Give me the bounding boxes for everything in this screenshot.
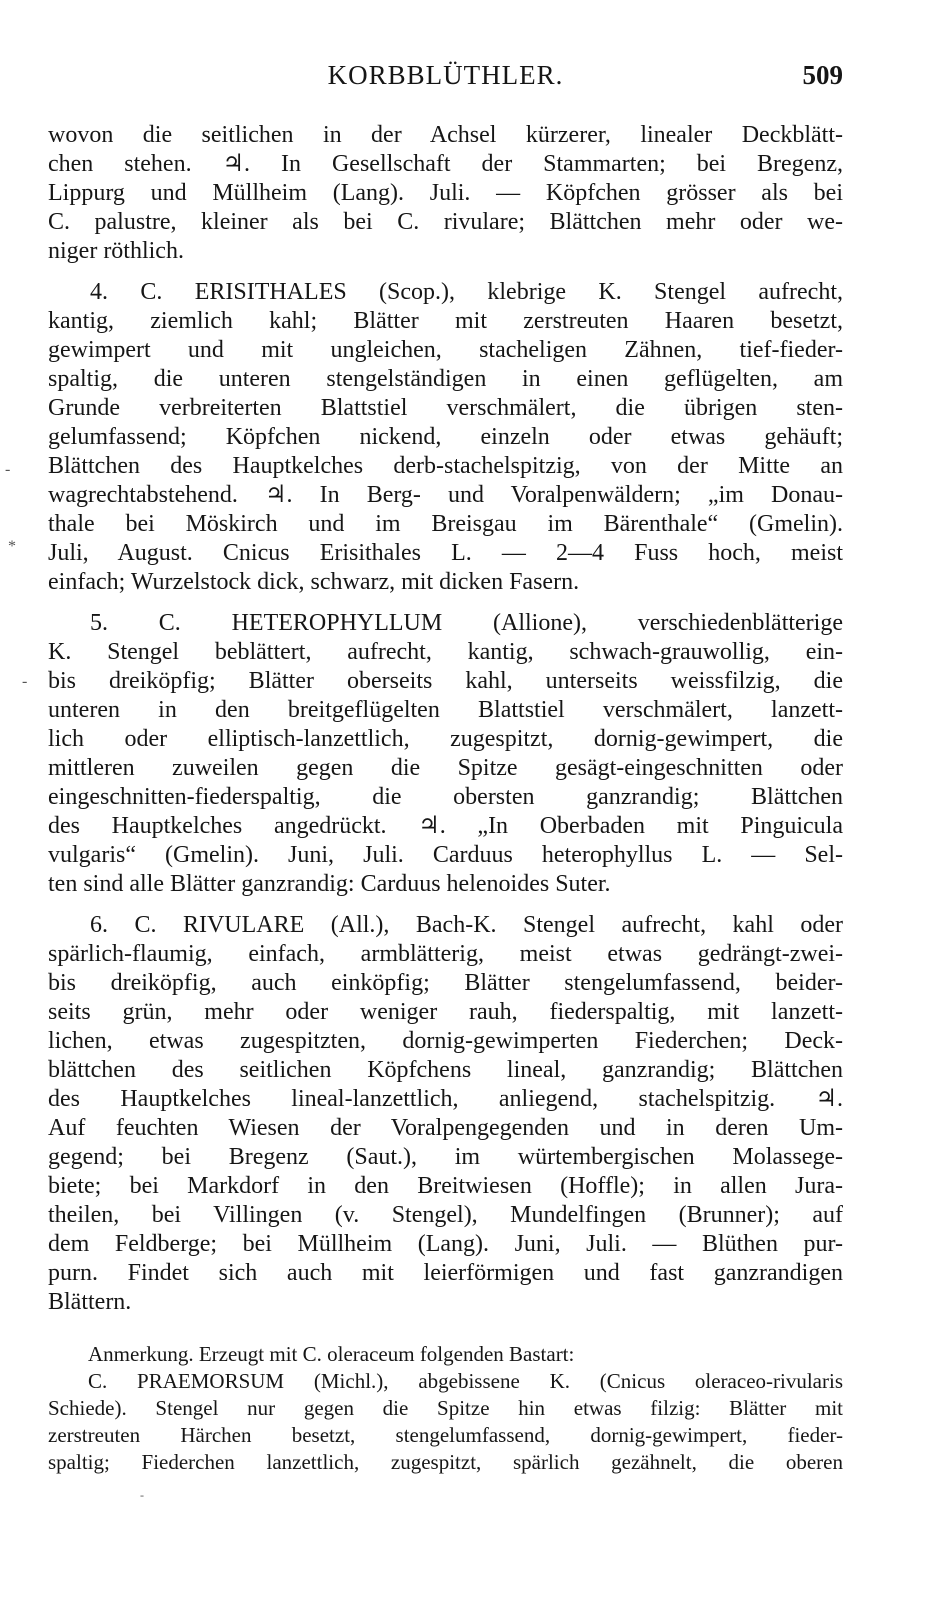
note-line: Schiede). Stengel nur gegen die Spitze hin etwas filzig: Blätter mit (48, 1396, 843, 1420)
text-line: Blättern. (48, 1289, 132, 1315)
margin-mark: - (5, 461, 11, 478)
main-text (48, 121, 843, 1476)
text-line: thale bei Möskirch und im Breisgau im Bärenthale“ (Gmelin). (48, 511, 843, 537)
text-line: gegend; bei Bregenz (Saut.), im würtembergischen Molassege- (48, 1144, 843, 1170)
text-line: Blättchen des Hauptkelches derb-stachelspitzig, von der Mitte an (48, 453, 843, 479)
note-line: C. PRAEMORSUM (Michl.), abgebissene K. (Cnicus oleraceo-rivularis (88, 1369, 843, 1393)
text-line: chen stehen. ♃. In Gesellschaft der Stammarten; bei Bregenz, (48, 151, 843, 177)
note-line: spaltig; Fiederchen lanzettlich, zugespitzt, spärlich gezähnelt, die oberen (48, 1450, 843, 1474)
text-line: K. Stengel beblättert, aufrecht, kantig, schwach-grauwollig, ein- (48, 639, 843, 665)
text-line: C. palustre, kleiner als bei C. rivulare; Blättchen mehr oder we- (48, 209, 843, 235)
text-line: blättchen des seitlichen Köpfchens lineal, ganzrandig; Blättchen (48, 1057, 843, 1083)
running-header (48, 60, 843, 100)
text-line: theilen, bei Villingen (v. Stengel), Mundelfingen (Brunner); auf (48, 1202, 843, 1228)
text-line: wovon die seitlichen in der Achsel kürzerer, linealer Deckblätt- (48, 122, 843, 148)
text-line: Juli, August. Cnicus Erisithales L. — 2—4 Fuss hoch, meist (48, 540, 843, 566)
text-line: unteren in den breitgeflügelten Blattstiel verschmälert, lanzett- (48, 697, 843, 723)
text-line: dem Feldberge; bei Müllheim (Lang). Juni, Juli. — Blüthen pur- (48, 1231, 843, 1257)
text-line: bis dreiköpfig; Blätter oberseits kahl, unterseits weissfilzig, die (48, 668, 843, 694)
running-title: KORBBLÜTHLER. (327, 60, 564, 90)
text-line: des Hauptkelches lineal-lanzettlich, anliegend, stachelspitzig. ♃. (48, 1086, 843, 1112)
text-line: ten sind alle Blätter ganzrandig: Carduus helenoides Suter. (48, 871, 611, 897)
text-line: Auf feuchten Wiesen der Voralpengegenden und in deren Um- (48, 1115, 843, 1141)
text-line: bis dreiköpfig, auch einköpfig; Blätter stengelumfassend, beider- (48, 970, 843, 996)
text-line: einfach; Wurzelstock dick, schwarz, mit dicken Fasern. (48, 569, 580, 595)
species-entry-rivulare (48, 911, 843, 1317)
text-line: niger röthlich. (48, 238, 184, 264)
text-line: purn. Findet sich auch mit leierförmigen und fast ganzrandigen (48, 1260, 843, 1286)
text-line: Grunde verbreiterten Blattstiel verschmälert, die übrigen sten- (48, 395, 843, 421)
text-line: 5. C. HETEROPHYLLUM (Allione), verschiedenblätterige (90, 610, 843, 636)
annotation-note (48, 1341, 843, 1476)
text-line: eingeschnitten-fiederspaltig, die obersten ganzrandig; Blättchen (48, 784, 843, 810)
page-number: 509 (802, 60, 843, 90)
text-line: biete; bei Markdorf in den Breitwiesen (Hoffle); in allen Jura- (48, 1173, 843, 1199)
note-line: zerstreuten Härchen besetzt, stengelumfassend, dornig-gewimpert, fieder- (48, 1423, 843, 1447)
paragraph-continuation (48, 121, 843, 266)
margin-mark: - (140, 1488, 144, 1502)
margin-mark: - (22, 673, 28, 690)
text-line: seits grün, mehr oder weniger rauh, fiederspaltig, mit lanzett- (48, 999, 843, 1025)
text-line: Lippurg und Müllheim (Lang). Juli. — Köpfchen grösser als bei (48, 180, 843, 206)
species-entry-erisithales (48, 278, 843, 597)
text-line: kantig, ziemlich kahl; Blätter mit zerstreuten Haaren besetzt, (48, 308, 843, 334)
text-line: lichen, etwas zugespitzten, dornig-gewimperten Fiederchen; Deck- (48, 1028, 843, 1054)
text-line: 4. C. ERISITHALES (Scop.), klebrige K. Stengel aufrecht, (90, 279, 843, 305)
text-line: spärlich-flaumig, einfach, armblätterig, meist etwas gedrängt-zwei- (48, 941, 843, 967)
species-entry-heterophyllum (48, 609, 843, 899)
text-line: mittleren zuweilen gegen die Spitze gesägt-eingeschnitten oder (48, 755, 843, 781)
text-line: lich oder elliptisch-lanzettlich, zugespitzt, dornig-gewimpert, die (48, 726, 843, 752)
note-line: Anmerkung. Erzeugt mit C. oleraceum folgenden Bastart: (88, 1342, 575, 1366)
text-line: gewimpert und mit ungleichen, stacheligen Zähnen, tief-fieder- (48, 337, 843, 363)
text-line: gelumfassend; Köpfchen nickend, einzeln oder etwas gehäuft; (48, 424, 843, 450)
text-line: vulgaris“ (Gmelin). Juni, Juli. Carduus heterophyllus L. — Sel- (48, 842, 843, 868)
text-line: des Hauptkelches angedrückt. ♃. „In Oberbaden mit Pinguicula (48, 813, 843, 839)
text-line: wagrechtabstehend. ♃. In Berg- und Voralpenwäldern; „im Donau- (48, 482, 843, 508)
margin-mark: * (8, 538, 16, 555)
text-line: spaltig, die unteren stengelständigen in einen geflügelten, am (48, 366, 843, 392)
text-line: 6. C. RIVULARE (All.), Bach-K. Stengel aufrecht, kahl oder (90, 912, 843, 938)
